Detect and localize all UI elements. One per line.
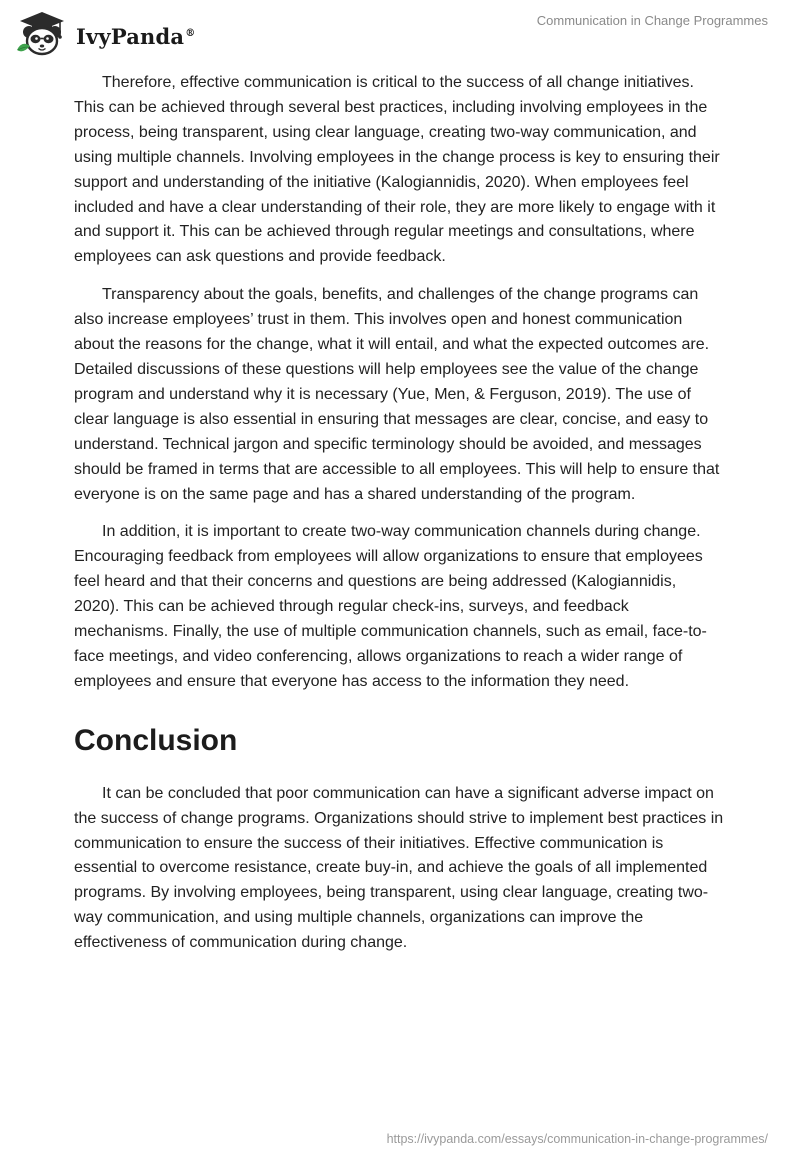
panda-logo-icon xyxy=(14,10,70,58)
registered-mark: ® xyxy=(185,27,196,39)
source-url[interactable]: https://ivypanda.com/essays/communication-in-change-programmes/ xyxy=(386,1132,768,1146)
body-paragraph-1: Therefore, effective communication is critical to the success of all change initiatives. This can be achieved through several best practices, including involving employees in the process, being transparent, using clear language, creating two-way communication, and using multiple channels. Involving employees in the change process is key to ensuring their support and understanding of the initiative (Kalogiannidis, 2020). When employees feel included and have a clear understanding of their role, they are more likely to engage with it and support it. This can be achieved through regular meetings and consultations, where employees can ask questions and provide feedback. xyxy=(74,74,720,266)
ivypanda-logo[interactable] xyxy=(14,10,195,58)
document-title: Communication in Change Programmes xyxy=(536,13,768,28)
conclusion-paragraph: It can be concluded that poor communication can have a significant adverse impact on the success of change programs. Organizations should strive to implement best practices in communication to ensure the success of their initiatives. Effective communication is essential to overcome resistance, create buy-in, and achieve the goals of all implemented programs. By involving employees, being transparent, using clear language, creating two-way communication, and using multiple channels, organizations can improve the effectiveness of communication during change. xyxy=(74,784,724,952)
brand-name: IvyPanda® xyxy=(76,23,196,49)
conclusion-heading: Conclusion xyxy=(74,723,238,757)
essay-body xyxy=(74,71,724,969)
body-paragraph-3: In addition, it is important to create two-way communication channels during change. Encouraging feedback from employees will allow organizations to ensure that employees feel heard and that their concerns and questions are being addressed (Kalogiannidis, 2020). This can be achieved through regular check-ins, surveys, and feedback mechanisms. Finally, the use of multiple communication channels, such as email, face-to-face meetings, and video conferencing, allows organizations to reach a wider range of employees and ensure that everyone has access to the information they need. xyxy=(74,523,707,690)
body-paragraph-2: Transparency about the goals, benefits, and challenges of the change programs can also increase employees’ trust in them. This involves open and honest communication about the reasons for the change, what it will entail, and what the expected outcomes are. Detailed discussions of these questions will help employees see the value of the change program and understand why it is necessary (Yue, Men, & Ferguson, 2019). The use of clear language is also essential in ensuring that messages are clear, concise, and easy to understand. Technical jargon and specific terminology should be avoided, and messages should be framed in terms that are accessible to all employees. This will help to ensure that everyone is on the same page and has a shared understanding of the program. xyxy=(74,286,720,503)
page-header xyxy=(0,0,800,60)
